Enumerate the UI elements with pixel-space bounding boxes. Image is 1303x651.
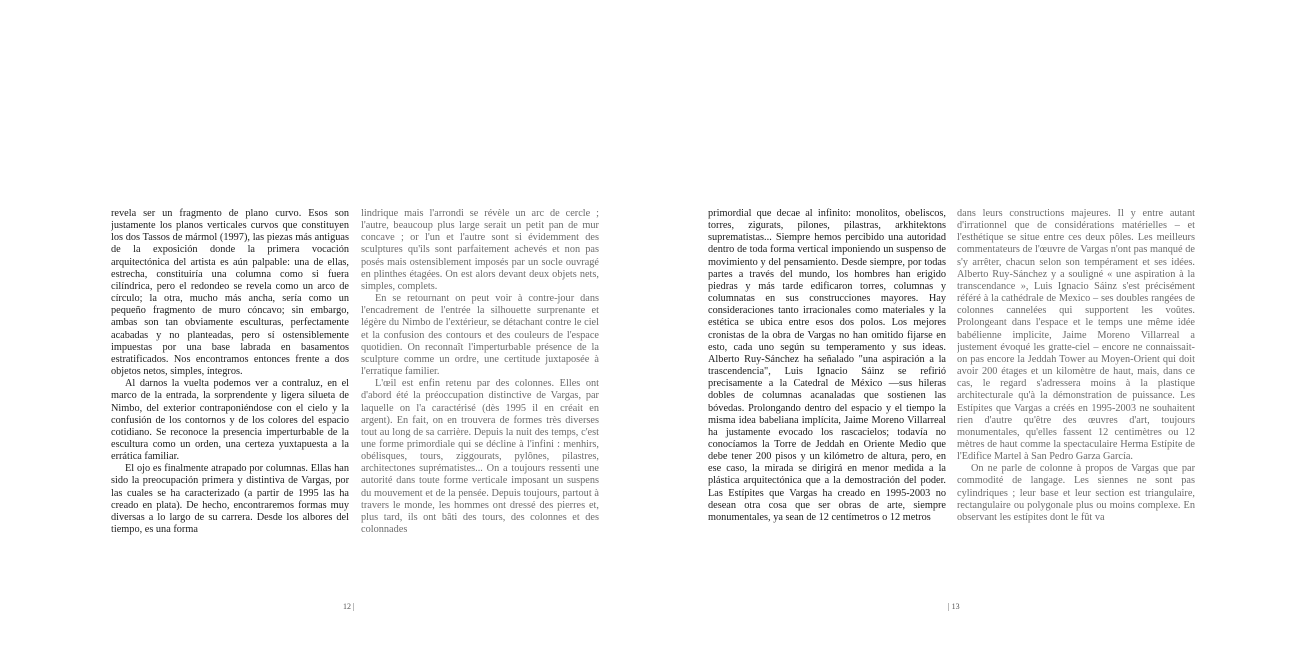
page-13-spanish-column xyxy=(708,208,946,580)
page-number-left: 12 | xyxy=(343,602,355,611)
paragraph: primordial que decae al infinito: monolitos, obeliscos, torres, zigurats, pilones, pilastras, arkhitektons suprematistas... Siempre hemos percibido una autoridad dentro de toda forma vertical imponiendo un suspenso de movimiento y del pensamiento. Desde siempre, por todas partes a través del mundo, los hombres han erigido piedras y más tarde edificaron torres, columnas y columnatas en sus construcciones mayores. Hay consideraciones tanto irracionales como materiales y la estética se ubica entre esos dos polos. Los mejores cronistas de la obra de Vargas no han omitido fijarse en esto, cada uno según su temperamento y sus ideas. Alberto Ruy-Sánchez ha señalado "una aspiración a la trascendencia", Luis Ignacio Sáinz se refirió precisamente a la Catedral de México —sus hileras dobles de columnas acanaladas que sostienen las bóvedas. Prolongando dentro del espacio y el tiempo la misma idea babeliana implícita, Jaime Moreno Villarreal ha justamente evocado los rascacielos; todavía no conocíamos la Torre de Jeddah en Oriente Medio que debe tener 200 pisos y un kilómetro de altura, pero, en ese caso, la mirada se dirigirá en menor medida a la plástica arquitectónica que a la demostración del poder. Las Estípites que Vargas ha creado en 1995-2003 no desean otra cosa que ser obras de arte, siempre monumentales, ya sean de 12 centímetros o 12 metros xyxy=(708,208,946,523)
paragraph: El ojo es finalmente atrapado por columnas. Ellas han sido la preocupación primera y distintiva de Vargas, por las cuales se ha caracterizado (a partir de 1995 las ha creado en plata). De hecho, encontraremos formas muy diversas a lo largo de su carrera. Desde los albores del tiempo, es una forma xyxy=(111,463,349,536)
paragraph: Al darnos la vuelta podemos ver a contraluz, en el marco de la entrada, la sorprendente y ligera silueta de Nimbo, del exterior contraponiéndose con el cielo y la confusión de los contornos y de los colores del espacio cotidiano. Se reconoce la presencia imperturbable de la escultura como un orden, una certeza yuxtapuesta a la errática familiar. xyxy=(111,378,349,463)
paragraph: revela ser un fragmento de plano curvo. Esos son justamente los planos verticales curvos que constituyen los dos Tassos de mármol (1997), las piezas más antiguas de la exposición donde la primera vocación arquitectónica del artista es aún palpable: una de ellas, estrecha, constituiría una columna como si fuera cilíndrica, pero el redondeo se revela como un arco de círculo; la otra, mucho más ancha, sería como un pequeño fragmento de muro cóncavo; sin embargo, ambas son tan obviamente esculturas, perfectamente acabadas y no planteadas, pero sí ostensiblemente impuestas por una base labrada en basamentos estratificados. Nos encontramos entonces frente a dos objetos netos, simples, íntegros. xyxy=(111,208,349,378)
paragraph: L'œil est enfin retenu par des colonnes. Elles ont d'abord été la préoccupation distinctive de Vargas, par laquelle on l'a caractérisé (dès 1995 il en créait en argent). En fait, on en trouvera de formes très diverses tout au long de sa carrière. Depuis la nuit des temps, c'est une forme primordiale qui se décline à l'infini : menhirs, obélisques, tours, ziggourats, pylônes, pilastres, architectones suprématistes... On a toujours ressenti une autorité dans toute forme verticale imposant un suspens du mouvement et de la pensée. Depuis toujours, partout à travers le monde, les hommes ont dressé des pierres et, plus tard, ils ont bâti des tours, des colonnes et des colonnades xyxy=(361,378,599,536)
paragraph: On ne parle de colonne à propos de Vargas que par commodité de langage. Les siennes ne sont pas cylindriques ; leur base et leur section est triangulaire, rectangulaire ou polygonale plus ou moins complexe. En observant les estípites dont le fût va xyxy=(957,463,1195,523)
paragraph: lindrique mais l'arrondi se révèle un arc de cercle ; l'autre, beaucoup plus large serait un petit pan de mur concave ; or l'un et l'autre sont si évidemment des sculptures qu'ils sont parfaitement achevés et non pas posés mais ostensiblement imposés par un socle ouvragé en plinthes étagées. On est alors devant deux objets nets, simples, complets. xyxy=(361,208,599,292)
page-number-right: | 13 xyxy=(948,602,960,611)
paragraph: En se retournant on peut voir à contre-jour dans l'encadrement de l'entrée la silhouette surprenante et légère du Nimbo de l'extérieur, se détachant contre le ciel et la confusion des contours et des couleurs de l'espace quotidien. On reconnaît l'imperturbable présence de la sculpture comme un ordre, une certitude juxtaposée à l'erratique familier. xyxy=(361,293,599,378)
paragraph: dans leurs constructions majeures. Il y entre autant d'irrationnel que de considérations matérielles – et l'esthétique se situe entre ces deux pôles. Les meilleurs commentateurs de l'œuvre de Vargas n'ont pas manqué de s'y arrêter, chacun selon son tempérament et ses idées. Alberto Ruy-Sánchez y a souligné « une aspiration à la transcendance », Luis Ignacio Sáinz s'est précisément référé à la cathédrale de Mexico – ses doubles rangées de colonnes cannelées qui supportent les voûtes. Prolongeant dans l'espace et le temps une même idée babélienne implicite, Jaime Moreno Villarreal a justement évoqué les gratte-ciel – encore ne connaissait-on pas encore la Jeddah Tower au Moyen-Orient qui doit avoir 200 étages et un kilomètre de haut, mais, dans ce cas, le regard s'adressera moins à la plastique architecturale qu'à la démonstration de puissance. Les Estípites que Vargas a créés en 1995-2003 ne souhaitent rien d'autre qu'être des œuvres d'art, toujours monumentales, qu'elles fassent 12 centimètres ou 12 mètres de haut comme la spectaculaire Herma Estípite de l'Edifice Martel à San Pedro Garza García. xyxy=(957,208,1195,463)
page-12-french-column xyxy=(361,208,599,580)
page-13-french-column xyxy=(957,208,1195,580)
page-12-spanish-column xyxy=(111,208,349,580)
